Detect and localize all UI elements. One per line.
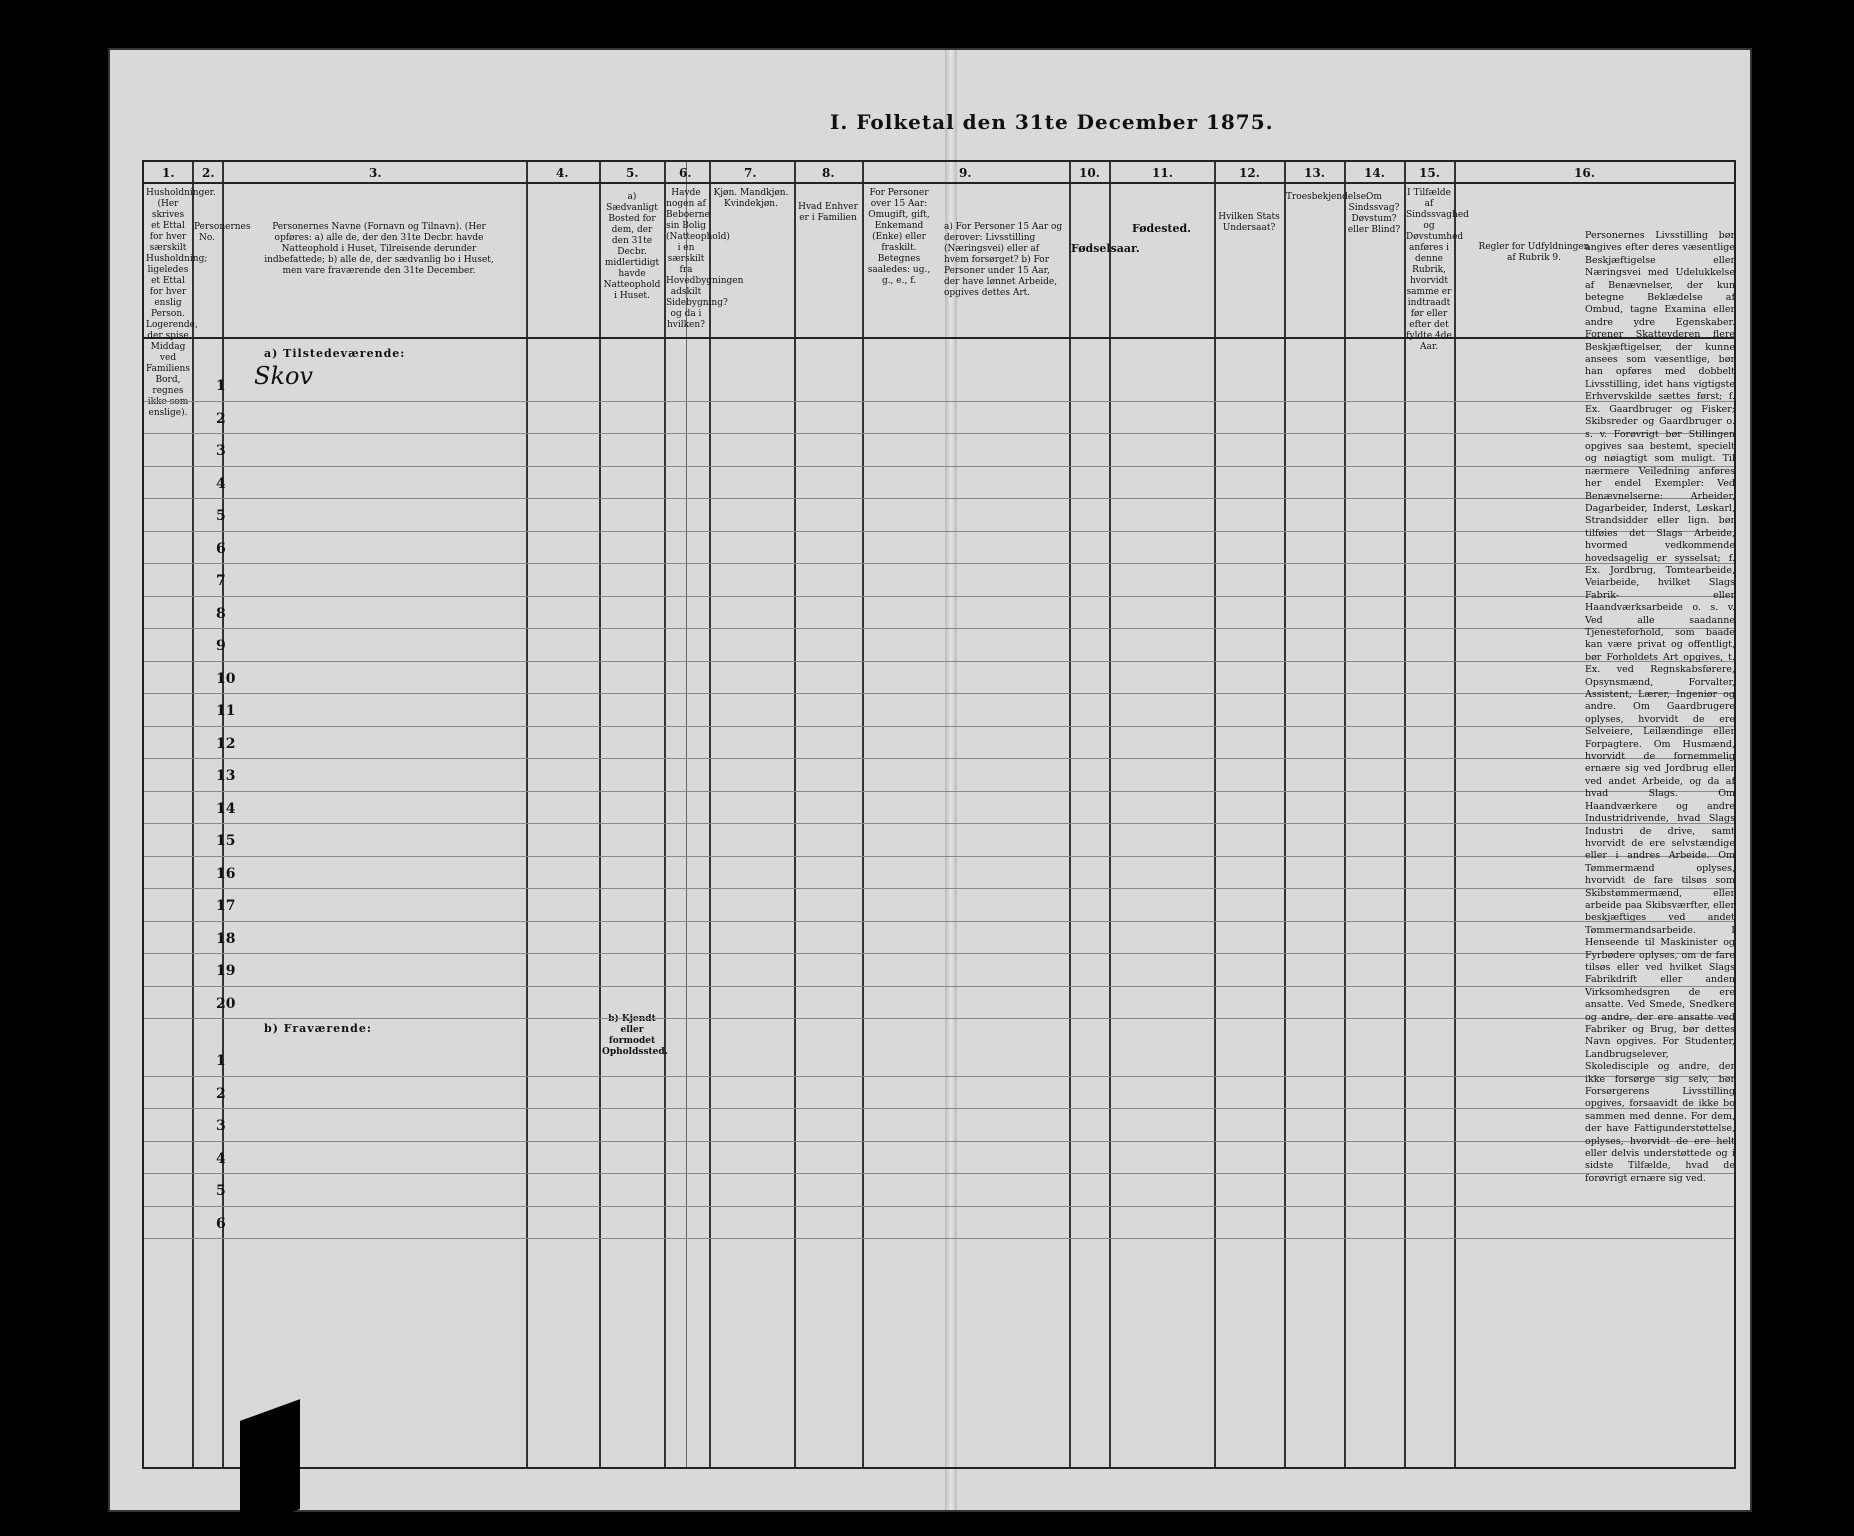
table-row-rule (144, 758, 1734, 759)
table-row-rule (144, 1141, 1734, 1142)
row-number: 14 (216, 800, 236, 817)
row-number: 4 (216, 1150, 226, 1167)
row-number: 3 (216, 443, 226, 459)
table-row-rule (144, 1076, 1734, 1077)
row-number: 6 (216, 540, 226, 557)
row-number: 6 (216, 1215, 226, 1232)
col-header-8: For Personer over 15 Aar: Omugift, gift, Enkemand (Enke) eller fraskilt. Betegnes saaledes: ug., g., e., f. (867, 188, 931, 286)
row-number: 16 (216, 865, 236, 882)
row-number: 2 (216, 1085, 226, 1102)
col-num-10: 10. (1079, 166, 1100, 180)
table-row-rule (144, 1108, 1734, 1109)
table-row-rule (144, 1173, 1734, 1174)
col-header-4: a) Sædvanligt Bosted for dem, der den 31te Decbr. midlertidigt havde Natteophold i Huset. (603, 192, 661, 301)
col-header-6: Kjøn. Mandkjøn. Kvindekjøn. (713, 188, 789, 209)
row-number: 1 (216, 378, 226, 394)
row-number: 3 (216, 1118, 226, 1134)
row-number: 17 (216, 898, 236, 914)
col-divider (1344, 162, 1346, 1467)
col-divider (1214, 162, 1216, 1467)
col-num-14: 14. (1364, 166, 1385, 180)
table-row-rule (144, 498, 1734, 499)
col-num-7: 7. (744, 166, 757, 180)
col-divider (794, 162, 796, 1467)
table-row-rule (144, 1238, 1734, 1239)
col-divider (1404, 162, 1406, 1467)
col-header-1: Husholdninger. (Her skrives et Ettal for hver særskilt Husholdning; ligeledes et Ettal for hver enslig Person. Logerende, der spise Middag ved Familiens Bord, regnes ikke som enslige). (146, 188, 216, 418)
handwritten-entry: Skov (254, 362, 313, 390)
row-number: 13 (216, 768, 236, 784)
table-row-rule (144, 986, 1734, 987)
col-header-10: Fødselsaar. (1071, 242, 1140, 255)
col-num-15: 15. (1419, 166, 1440, 180)
col-num-11: 11. (1152, 166, 1173, 180)
table-row-rule (144, 856, 1734, 857)
row-number: 4 (216, 475, 226, 492)
row-number: 5 (216, 508, 226, 524)
table-row-rule (144, 693, 1734, 694)
col-header-15: I Tilfælde af Sindssvaghed og Døvstumhed anføres i denne Rubrik, hvorvidt samme er indtraadt før eller efter det fyldte 4de Aar. (1406, 188, 1469, 352)
table-row-rule (144, 921, 1734, 922)
col-num-4: 4. (556, 166, 569, 180)
col-num-8: 8. (822, 166, 835, 180)
col-header-14: Om Sindssvag? Døvstum? eller Blind? (1347, 192, 1401, 235)
row-number: 9 (216, 638, 226, 654)
row-number: 2 (216, 410, 226, 427)
table-row-rule (144, 596, 1734, 597)
table-row-rule (144, 628, 1734, 629)
absent-col4-label: b) Kjendt eller formodet Opholdssted. (602, 1014, 668, 1057)
col-divider (664, 162, 666, 1467)
col-header-9: a) For Personer 15 Aar og derover: Livsstilling (Næringsvei) eller af hvem forsørget? b) For Personer under 15 Aar, der have lønnet Arbeide, opgives dettes Art. (944, 222, 1063, 298)
row-number: 7 (216, 573, 226, 589)
table-row-rule (144, 953, 1734, 954)
number-row-rule (144, 182, 1734, 184)
census-table (142, 160, 1736, 1469)
table-row-rule (144, 1018, 1734, 1019)
table-row-rule (144, 823, 1734, 824)
row-number: 1 (216, 1053, 226, 1069)
col-divider (1454, 162, 1456, 1467)
table-row-rule (144, 433, 1734, 434)
col-header-11: Fødested. (1131, 222, 1192, 235)
col-num-1: 1. (162, 166, 175, 180)
form-title: I. Folketal den 31te December 1875. (830, 110, 1274, 134)
row-number: 15 (216, 833, 236, 849)
section-absent: b) Fraværende: (264, 1022, 372, 1035)
census-form-page (110, 50, 1750, 1510)
table-row-rule (144, 466, 1734, 467)
table-row-rule (144, 401, 1734, 402)
row-number: 11 (216, 703, 236, 719)
rules-text: Personernes Livsstilling bør angives efter deres væsentlige Beskjæftigelse eller Næringsvei med Udelukkelse af Benævnelser, der kun betegne Beklædelse af Ombud, tagne Examina eller andre ydre Egenskaber. Forener Skatteyderen flere Beskjæftigelser, der kunne ansees som væsentlige, bør han opføres med dobbelt Livsstilling, idet hans vigtigste Erhvervskilde sættes først; f. Ex. Gaardbruger og Fisker; Skibsreder og Gaardbruger o. s. v. Forøvrigt bør Stillingen opgives saa bestemt, specielt og nøiagtigt som muligt. Til nærmere Veiledning anføres her endel Exempler: Ved Benævnelserne: Arbeider, Dagarbeider, Inderst, Løskarl, Strandsidder eller lign. bør tilføies det Slags Arbeide, hvormed vedkommende hovedsagelig er sysselsat; f. Ex. Jordbrug, Tomtearbeide, Veiarbeide, hvilket Slags Fabrik- eller Haandværksarbeide o. s. v. Ved alle saadanne Tjenesteforhold, som baade kan være privat og offentligt, bør Forholdets Art opgives, t. Ex. ved Regnskabsførere, Opsynsmænd, Forvalter, Assistent, Lærer, Ingeniør og andre. Om Gaardbrugere oplyses, hvorvidt de ere Selveiere, Leilændinge eller Forpagtere. Om Husmænd, hvorvidt de fornemmelig ernære sig ved Jordbrug eller ved andet Arbeide, og da af hvad Slags. Om Haandværkere og andre Industridrivende, hvad Slags Industri de drive, samt hvorvidt de ere selvstændige eller i andres Arbeide. Om Tømmermænd oplyses, hvorvidt de fare tilsøs som Skibstømmermænd, eller arbeide paa Skibsværfter, eller beskjæftiges ved andet Tømmermandsarbeide. I Henseende til Maskinister og Fyrbødere oplyses, om de fare tilsøs eller ved hvilket Slags Fabrikdrift eller anden Virksomhedsgren de ere ansatte. Ved Smede, Snedkere og andre, der ere ansatte ved Fabriker og Brug, bør dettes Navn opgives. For Studenter, Landbrugselever, Skoledisciple og andre, der ikke forsørge sig selv, bør Forsørgerens Livsstilling opgives, forsaavidt de ikke bo sammen med denne. For dem, der have Fattigunderstøttelse, oplyses, hvorvidt de ere helt eller delvis understøttede og i sidste Tilfælde, hvad de forøvrigt ernære sig ved. (1585, 230, 1735, 1184)
col-divider (1109, 162, 1111, 1467)
col-divider (709, 162, 711, 1467)
col-num-12: 12. (1239, 166, 1260, 180)
col-num-16: 16. (1574, 166, 1595, 180)
col-header-16: Regler for Udfyldningen af Rubrik 9. (1478, 242, 1590, 263)
table-row-rule (144, 563, 1734, 564)
col-divider (862, 162, 864, 1467)
col-divider (686, 162, 687, 1467)
table-row-rule (144, 888, 1734, 889)
table-row-rule (144, 791, 1734, 792)
col-num-2: 2. (202, 166, 215, 180)
col-num-6: 6. (679, 166, 692, 180)
col-divider (1284, 162, 1286, 1467)
row-number: 20 (216, 995, 236, 1012)
col-header-2: Personernes No. (194, 222, 251, 243)
table-row-rule (144, 1206, 1734, 1207)
header-rule (144, 337, 1734, 339)
col-header-13: Troesbekjendelse. (1286, 192, 1369, 202)
row-number: 5 (216, 1183, 226, 1199)
table-row-rule (144, 726, 1734, 727)
col-num-5: 5. (626, 166, 639, 180)
row-number: 12 (216, 735, 236, 752)
table-row-rule (144, 531, 1734, 532)
row-number: 10 (216, 670, 236, 687)
row-number: 8 (216, 605, 226, 622)
col-header-5: Havde nogen af Beboerne sin Bolig (Natteophold) i en særskilt fra Hovedbygningen adskilt Sidebygning? og da i hvilken? (666, 188, 744, 330)
row-number: 18 (216, 930, 236, 947)
col-divider (526, 162, 528, 1467)
col-header-12: Hvilken Stats Undersaat? (1218, 212, 1280, 233)
col-header-7: Hvad Enhver er i Familien (798, 202, 858, 223)
col-num-9: 9. (959, 166, 972, 180)
binding-clip (240, 1399, 300, 1531)
col-divider (599, 162, 601, 1467)
col-divider (1069, 162, 1071, 1467)
section-present: a) Tilstedeværende: (264, 347, 406, 360)
col-divider (192, 162, 194, 1467)
col-num-3: 3. (369, 166, 382, 180)
table-row-rule (144, 661, 1734, 662)
row-number: 19 (216, 963, 236, 979)
col-header-3: Personernes Navne (Fornavn og Tilnavn). (Her opføres: a) alle de, der den 31te Decbr. havde Natteophold i Huset, Tilreisende derunder indbefattede; b) alle de, der sædvanlig bo i Huset, men vare fraværende den 31te December. (264, 222, 494, 276)
col-num-13: 13. (1304, 166, 1325, 180)
